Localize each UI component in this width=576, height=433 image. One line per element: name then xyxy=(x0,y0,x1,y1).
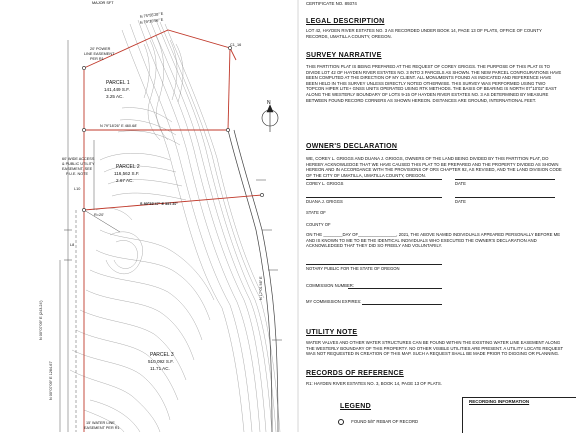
state-of-label: STATE OF xyxy=(306,210,326,215)
legend-item-rebar-label: FOUND 5/8" REBAR OF RECORD xyxy=(351,419,419,425)
signature-line-duana xyxy=(306,197,442,198)
signer2-name: DUANA J. GRIGGS xyxy=(306,199,343,204)
parcel1-name: PARCEL 1 xyxy=(106,80,130,86)
county-of-label: COUNTY OF xyxy=(306,222,331,227)
recording-information-box xyxy=(462,397,576,433)
survey-narrative-heading: SURVEY NARRATIVE xyxy=(306,52,382,59)
commission-number-line xyxy=(348,288,442,289)
records-of-reference-heading: RECORDS OF REFERENCE xyxy=(306,370,404,377)
parcel2-acres: 2.67 AC. xyxy=(116,178,134,183)
utility-note-text: WATER VALVES AND OTHER WATER STRUCTURES CAN BE FOUND WITHIN THE EXISTING WATER LINE EASEMENT ALONG THE WESTERLY BOUNDARY OF THIS PROPERTY. NO OTHER VISIBLE UTILITIES ARE PRESENT. A UTILITY LOCATE REQUEST WAS NOT REQUESTED IN CREATION OF THIS MAP. SUCH A REQUEST SHALL BE MADE PRIOR TO DIGGING OR PLANNING. xyxy=(306,340,564,357)
bearing-top-2: N 79°20'56" E xyxy=(139,17,164,25)
west-line-bearing-1: N 00°07'09" E (243.24') xyxy=(39,300,43,340)
water-easement-line2: EASEMENT PER R1 xyxy=(84,426,120,430)
power-easement-line3: PER R1 xyxy=(90,57,104,61)
records-of-reference-text: R1: HAYDEN RIVER ESTATES NO. 3, BOOK 14, PAGE 13 OF PLATS. xyxy=(306,381,442,386)
monument-markers xyxy=(82,46,263,211)
signature-line-corey xyxy=(306,179,442,180)
signer1-name: COREY L. GRIGGS xyxy=(306,181,344,186)
east-boundary xyxy=(228,130,278,432)
access-easement-line2: & PUBLIC UTILITY xyxy=(62,162,95,166)
north-arrow-icon xyxy=(262,105,278,132)
bearing-top-1: N 75°55'28" E xyxy=(139,11,164,19)
access-easement-line3: EASEMENT, SEE xyxy=(62,167,93,171)
bearing-parcel1-south: N 79°18'26" E 460.68' xyxy=(100,124,138,128)
signature-date-line-2 xyxy=(455,197,555,198)
utility-note-heading: UTILITY NOTE xyxy=(306,329,358,336)
date-label-2: DATE xyxy=(455,199,466,204)
access-easement-line4: P.U.E. NOTE xyxy=(66,172,89,176)
date-label-1: DATE xyxy=(455,181,466,186)
west-line-bearing-2: N 00°07'09" E 1264.67' xyxy=(49,360,53,400)
topographic-contours xyxy=(70,17,280,432)
acknowledgment-text: ON THE ________DAY OF________________, 2021, THE ABOVE NAMED INDIVIDUALS APPEARED PERSONALLY BEFORE ME AND IS KNOWN TO ME TO BE THE IDENTICAL INDIVIDUALS WHO EXECUTED THE OWNER'S DECLARATION AND ACKNOWLEDGED THAT THEY DID SO FREELY AND VOLUNTARILY. xyxy=(306,232,561,249)
signature-date-line-1 xyxy=(455,179,555,180)
recording-information-title: RECORDING INFORMATION xyxy=(469,399,530,404)
legend-heading: LEGEND xyxy=(340,403,371,410)
bearing-parcel2-south: S 80°53'47" E 557.57' xyxy=(140,202,178,206)
radius-label: R=20' xyxy=(94,213,104,217)
legal-description-heading: LEGAL DESCRIPTION xyxy=(306,18,385,25)
legend-item-rebar xyxy=(338,419,418,425)
commission-expires-label: MY COMMISSION EXPIRES: xyxy=(306,299,362,304)
owners-declaration-text: WE, COREY L. GRIGGS AND DUANA J. GRIGGS, OWNERS OF THE LAND BEING DIVIDED BY THIS PARTITION PLAT, DO HEREBY ACKNOWLEDGE THAT WE HAVE CAUSED THIS PLAT TO BE PREPARED AND THE PROPERTY DIVIDED AS SHOWN HEREON AND IN ACCORDANCE WITH THE PROVISIONS OF ORS CHAPTER 92, AS REVISED, AND THE LAND DIVISION CODE OF THE CITY OF UMATILLA, UMATILLA COUNTY, OREGON. xyxy=(306,156,562,178)
power-easement-line2: LINE EASEMENT xyxy=(84,52,115,56)
power-easement-line1: 20' POWER xyxy=(90,47,111,51)
commission-expires-line xyxy=(362,304,442,305)
parcel1-area: 141,449 S.F. xyxy=(104,87,130,92)
east-line-bearing: N 17°01'46" E xyxy=(259,276,263,300)
curve-label-cl: C1_16 xyxy=(230,43,242,47)
parcel3-area: 510,092 S.F. xyxy=(148,359,174,364)
parcel2-area: 116,562 S.F. xyxy=(114,171,140,176)
survey-narrative-text: THIS PARTITION PLAT IS BEING PREPARED AT THE REQUEST OF COREY GRIGGS. THE PURPOSE OF THIS PLAT IS TO DIVIDE LOT 42 OF HAYDEN RIVER ESTATES NO. 3 INTO 3 PARCELS AS SHOWN. THE NEW PARCEL CONFIGURATIONS HAVE BEEN COMPUTED AT THE DIRECTION OF MY CLIENT. ALL MONUMENTS FOUND AS INDICATED AND REFERENCE HAVE BEEN HELD IN THIS SURVEY UNLESS DIRECTLY NOTED OTHERWISE. THIS SURVEY WAS PERFORMED USING TWO TOPCON HIPER LITE+ GNSS UNITS OPERATED USING RTK METHODS. THE BASIS OF BEARING IS NORTH 07°10'02" EAST ALONG THE WESTERLY BOUNDARY OF LOTS 9-15 OF HAYDEN RIVER ESTATES NO. 3 AS DETERMINED BY MEASURE BETWEEN FOUND RECORD CORNERS AS SHOWN HEREON. DISTANCES ARE GROUND, INTERNATIONAL FEET. xyxy=(306,64,562,103)
notary-line xyxy=(306,264,442,265)
line-label-l10: L10 xyxy=(74,187,81,191)
legal-description-text: LOT 42, HAYDEN RIVER ESTATES NO. 3 AS RECORDED UNDER BOOK 14, PAGE 13 OF PLATS, OFFICE OF COUNTY RECORDS, UMATILLA COUNTY, OREGON. xyxy=(306,28,542,39)
found-rebar-icon xyxy=(338,419,344,425)
north-label: N xyxy=(267,100,271,106)
owners-declaration-heading: OWNER'S DECLARATION xyxy=(306,143,398,150)
parcel3-name: PARCEL 3 xyxy=(150,352,174,358)
commission-number-label: COMMISSION NUMBER: xyxy=(306,283,354,288)
notary-label: NOTARY PUBLIC FOR THE STATE OF OREGON xyxy=(306,266,400,271)
access-easement-line1: 60' WIDE ACCESS xyxy=(62,157,95,161)
major-sft-label: MAJOR SFT xyxy=(92,1,114,5)
parcel3-acres: 11.71 AC. xyxy=(150,366,170,371)
line-label-l8: L8 xyxy=(70,243,75,247)
certificate-number: CERTIFICATE NO. 89374 xyxy=(306,1,357,6)
parcel2-name: PARCEL 2 xyxy=(116,164,140,170)
parcel1-acres: 3.25 AC. xyxy=(106,94,124,99)
water-easement-line1: 15' WATER LINE xyxy=(86,421,115,425)
